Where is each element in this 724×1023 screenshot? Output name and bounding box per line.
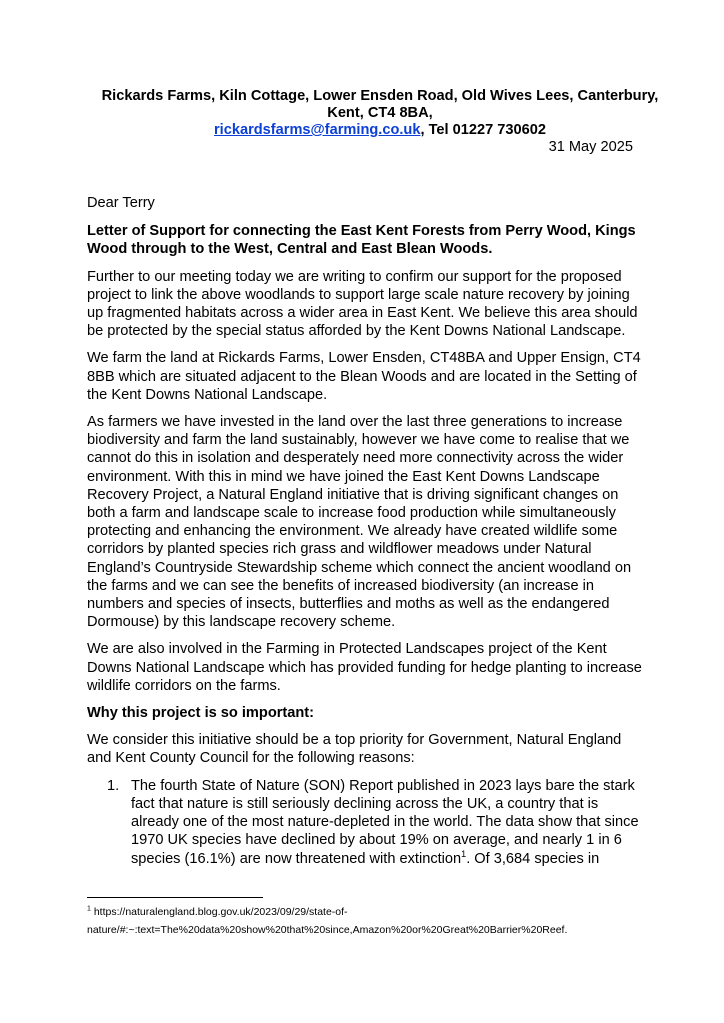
- paragraph: As farmers we have invested in the land over the last three generations to increase biodiversity and farm the land sustainably, however we have come to realise that we cannot do this in isolation and desperately need more connectivity across the wider environment. With this in mind we have joined the East Kent Downs Landscape Recovery Project, a Natural England initiative that is driving significant changes on both a farm and landscape scale to increase food production while simultaneously protecting and enhancing the environment. We already have created wildlife some corridors by planted species rich grass and wildflower meadows under Natural England’s Countryside Stewardship scheme which connect the ancient woodland on the farms and we can see the benefits of increased biodiversity (an increase in numbers and species of insects, butterflies and moths as well as the endangered Dormouse) by this landscape recovery scheme.: [87, 414, 632, 631]
- list-number: 1.: [107, 777, 120, 794]
- list-item-text-continued: . Of 3,684 species in: [466, 850, 600, 867]
- paragraph: Further to our meeting today we are writing to confirm our support for the proposed project to link the above woodlands to support large scale nature recovery by joining up fragmented habitats across a wider area in East Kent. We believe this area should be protected by the special status afforded by the Kent Downs National Landscape.: [87, 268, 638, 340]
- footnote-reference[interactable]: 1: [461, 848, 467, 859]
- list-item-text: The fourth State of Nature (SON) Report published in 2023 lays bare the stark fact that nature is still seriously declining across the UK, a country that is already one of the most nature-depleted in the world. The data show that since 1970 UK species have declined by about 19% on average, and nearly 1 in 6 species (16.1%) are now threatened with extinction: [131, 777, 639, 867]
- letterhead-contact: [87, 122, 673, 139]
- footnote-number: 1: [87, 905, 91, 913]
- letter-body: [87, 194, 647, 868]
- letterhead: [87, 88, 673, 139]
- letter-date: 31 May 2025: [548, 139, 633, 155]
- footnote: [87, 903, 687, 939]
- letterhead-address-line2: Kent, CT4 8BA,: [327, 105, 433, 121]
- subject-heading: Letter of Support for connecting the East Kent Forests from Perry Wood, Kings Wood through to the West, Central and East Blean Woods.: [87, 223, 636, 258]
- footnote-url: https://naturalengland.blog.gov.uk/2023/09/29/state-of-nature/#:~:text=The%20data%20show%20that%20since,Amazon%20or%20Great%20Barrier%20Reef.: [87, 906, 568, 936]
- paragraph: We are also involved in the Farming in Protected Landscapes project of the Kent Downs National Landscape which has provided funding for hedge planting to increase wildlife corridors on the farms.: [87, 641, 642, 694]
- section-heading: Why this project is so important:: [87, 705, 315, 722]
- email-link[interactable]: rickardsfarms@farming.co.uk: [214, 122, 421, 138]
- reasons-list: [87, 777, 647, 868]
- salutation: Dear Terry: [87, 195, 155, 211]
- footnote-separator: [87, 897, 263, 898]
- list-item: [87, 777, 647, 868]
- phone-number: , Tel 01227 730602: [420, 122, 546, 138]
- paragraph: We farm the land at Rickards Farms, Lower Ensden, CT48BA and Upper Ensign, CT4 8BB which are situated adjacent to the Blean Woods and are located in the Setting of the Kent Downs National Landscape.: [87, 350, 641, 403]
- paragraph: We consider this initiative should be a top priority for Government, Natural England and Kent County Council for the following reasons:: [87, 732, 622, 767]
- letterhead-address-line1: Rickards Farms, Kiln Cottage, Lower Ensden Road, Old Wives Lees, Canterbury,: [101, 88, 659, 104]
